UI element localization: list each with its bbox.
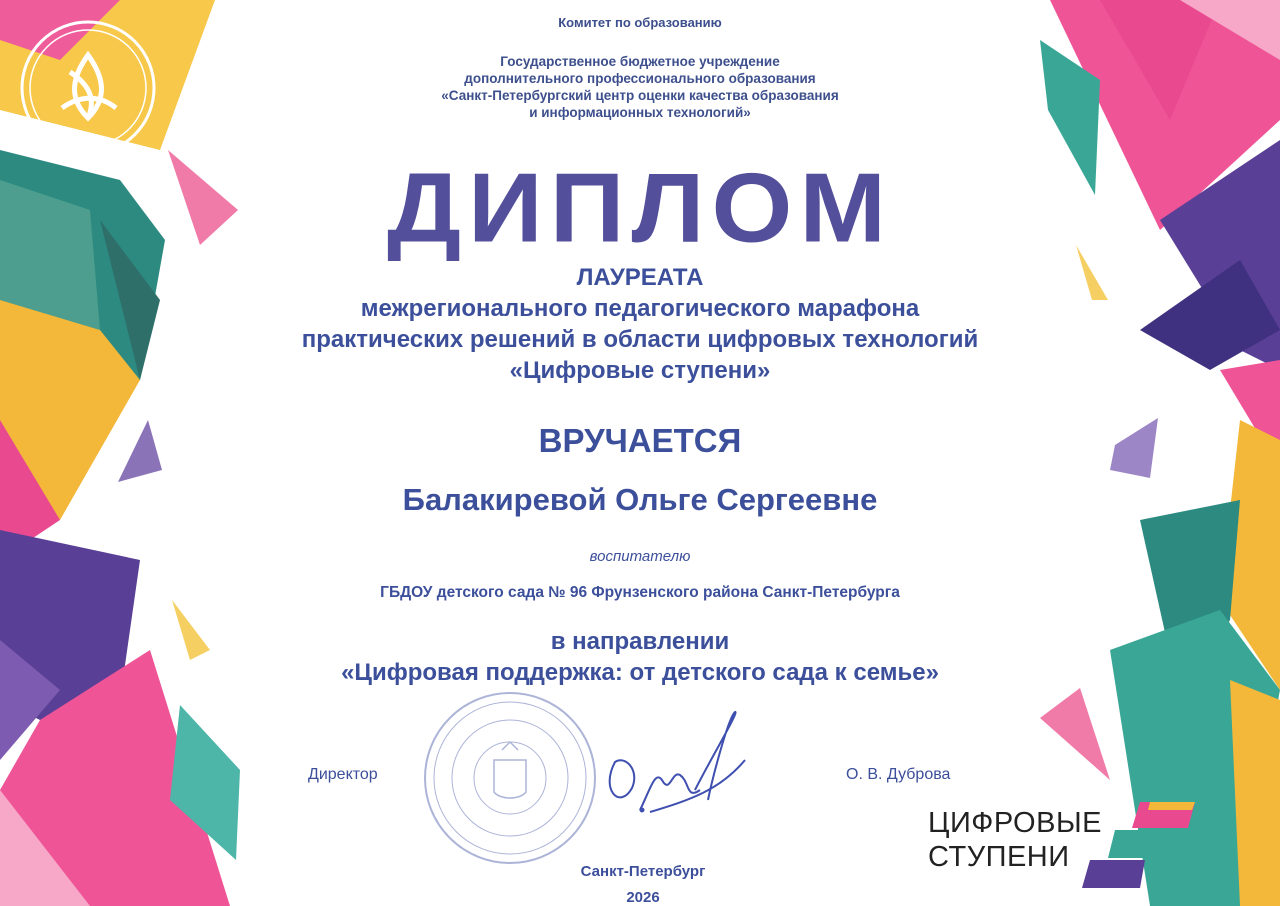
recipient-organization: ГБДОУ детского сада № 96 Фрунзенского района Санкт-Петербурга: [380, 584, 900, 601]
committee-title: Комитет по образованию: [558, 15, 722, 30]
institution-line: «Санкт-Петербургский центр оценки качества образования: [441, 88, 839, 103]
laureate-line: практических решений в области цифровых технологий: [301, 326, 979, 353]
laureate-block: [0, 262, 1280, 386]
institution-line: Государственное бюджетное учреждение: [500, 54, 780, 69]
signatory-title: Директор: [308, 766, 378, 783]
year: 2026: [626, 889, 660, 906]
diploma-title: ДИПЛОМ: [386, 152, 894, 264]
recipient-name: Балакиревой Ольге Сергеевне: [402, 482, 878, 517]
institution-name: [0, 53, 1280, 121]
right-pink-small-shape: [1040, 688, 1110, 780]
signatory-name: О. В. Дуброва: [846, 766, 951, 783]
awarded-label: ВРУЧАЕТСЯ: [538, 422, 742, 459]
brand-logo: [928, 806, 1102, 874]
institution-line: дополнительного профессионального образования: [464, 71, 816, 86]
brand-line: СТУПЕНИ: [928, 841, 1070, 873]
direction-label: в направлении: [550, 628, 730, 655]
direction-block: [0, 626, 1280, 688]
recipient-position: воспитателю: [589, 548, 691, 565]
laureate-line: межрегионального педагогического марафона: [360, 295, 920, 322]
event-name: «Цифровые ступени»: [509, 357, 771, 384]
laureate-heading: ЛАУРЕАТА: [576, 264, 704, 291]
city: Санкт-Петербург: [580, 863, 706, 880]
direction-name: «Цифровая поддержка: от детского сада к семье»: [341, 659, 939, 686]
official-seal: [425, 693, 595, 863]
director-signature: [610, 712, 745, 812]
institution-line: и информационных технологий»: [529, 105, 751, 120]
brand-line: ЦИФРОВЫЕ: [928, 807, 1102, 839]
